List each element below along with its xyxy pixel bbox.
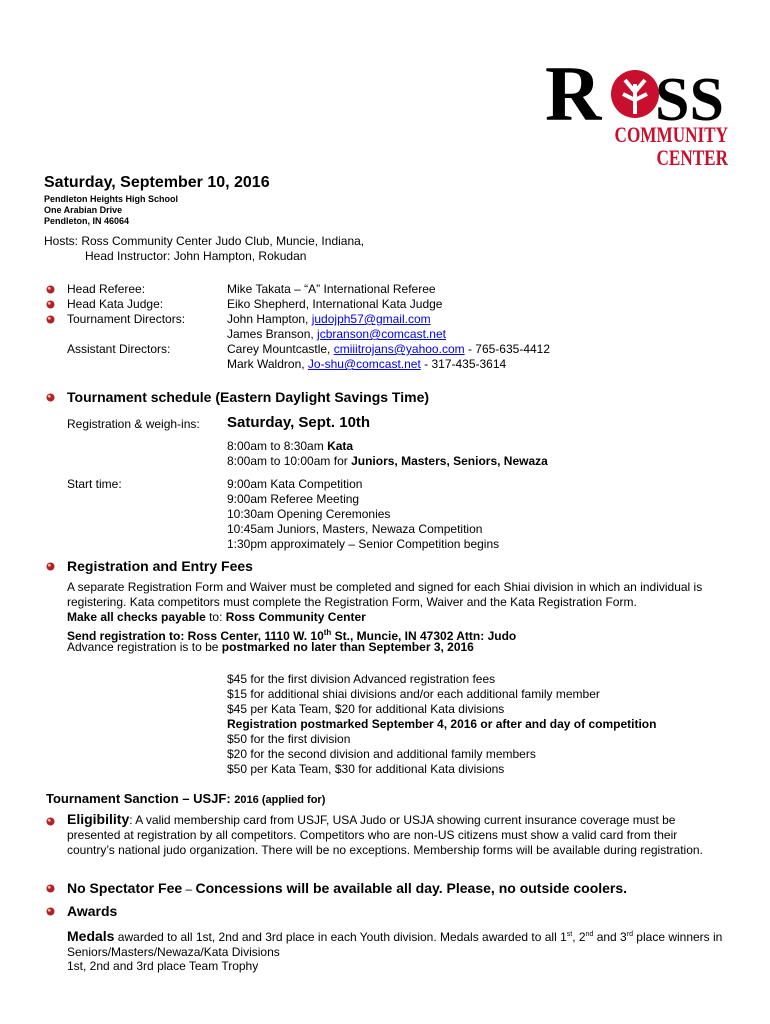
team-trophy-line: 1st, 2nd and 3rd place Team Trophy xyxy=(67,959,259,973)
kata-judge-label: Head Kata Judge: xyxy=(67,297,164,311)
registration-paragraph: A separate Registration Form and Waiver must be completed and signed for each Shiai division in which an individual is registering. Kata competitors must complete the Registration Form, Waiver and the Kata Registration Form. xyxy=(67,580,703,609)
bullet-icon xyxy=(46,884,55,893)
head-referee-value: Mike Takata – “A” International Referee xyxy=(227,282,436,296)
bullet-icon xyxy=(46,907,55,916)
registration-date: Saturday, Sept. 10th xyxy=(227,414,371,431)
registration-heading: Registration and Entry Fees xyxy=(67,558,253,574)
venue-city: Pendleton, IN 46064 xyxy=(44,216,130,226)
bullet-icon xyxy=(46,817,55,826)
fee-item: $45 per Kata Team, $20 for additional Kata divisions xyxy=(227,702,505,716)
venue-name: Pendleton Heights High School xyxy=(44,194,179,204)
logo-letters-ss: SS xyxy=(655,66,724,134)
eligibility-label: Eligibility xyxy=(67,811,130,827)
assistant-1-name: Carey Mountcastle, xyxy=(227,342,334,356)
medals-c1: , 2 xyxy=(572,930,586,944)
hosts-line: Hosts: Ross Community Center Judo Club, Muncie, Indiana, xyxy=(44,234,365,248)
late-fee-item: $20 for the second division and additional family members xyxy=(227,747,536,761)
head-instructor-line: Head Instructor: John Hampton, Rokudan xyxy=(85,249,307,263)
assistant-2-email-link[interactable]: Jo-shu@comcast.net xyxy=(307,357,421,371)
bullet-icon xyxy=(46,562,55,571)
awards-heading: Awards xyxy=(67,903,118,919)
page-title: Saturday, September 10, 2016 xyxy=(44,174,270,191)
assistant-1-phone: - 765-635-4412 xyxy=(464,342,551,356)
late-fee-item: $50 for the first division xyxy=(227,732,351,746)
reg-juniors-time: 8:00am to 10:00am for xyxy=(227,454,352,468)
checks-prefix: Make all checks payable xyxy=(67,610,206,624)
send-address-a: Send registration to: Ross Center, 1110 W. 10 xyxy=(67,629,324,643)
start-time-label: Start time: xyxy=(67,477,122,491)
fee-item: $15 for additional shiai divisions and/or each additional family member xyxy=(227,687,600,701)
venue-street: One Arabian Drive xyxy=(44,205,123,215)
send-sup: th xyxy=(323,628,332,637)
head-referee-label: Head Referee: xyxy=(67,282,146,296)
schedule-heading: Tournament schedule (Eastern Daylight Savings Time) xyxy=(67,389,430,405)
bullet-icon xyxy=(46,300,55,309)
medals-paragraph xyxy=(67,927,727,960)
assistant-2-phone: - 317-435-3614 xyxy=(420,357,507,371)
medals-label: Medals xyxy=(67,928,115,944)
bullet-icon xyxy=(46,315,55,324)
reg-juniors-what: Juniors, Masters, Seniors, Newaza xyxy=(351,454,548,468)
director-2-email-link[interactable]: jcbranson@comcast.net xyxy=(317,327,446,341)
director-2-name: James Branson, xyxy=(227,327,318,341)
sup-rd: rd xyxy=(626,931,633,938)
reg-kata-what: Kata xyxy=(327,439,354,453)
assistant-2 xyxy=(227,357,506,372)
director-1-email-link[interactable]: judojph57@gmail.com xyxy=(311,312,431,326)
advance-deadline: postmarked no later than September 3, 2016 xyxy=(221,640,474,654)
sanction-title: Tournament Sanction – USJF: xyxy=(46,791,231,806)
medals-text-b: place winners in Seniors/Masters/Newaza/Kata Divisions xyxy=(67,930,723,959)
logo-center: CENTER xyxy=(656,145,728,170)
medals-c2: and 3 xyxy=(593,930,627,944)
sup-nd: nd xyxy=(585,931,594,938)
assistants-label: Assistant Directors: xyxy=(67,342,171,356)
assistant-1-email-link[interactable]: cmiiitrojans@yahoo.com xyxy=(333,342,465,356)
sanction-heading xyxy=(46,790,325,809)
checks-line xyxy=(67,610,366,625)
reg-kata-time: 8:00am to 8:30am xyxy=(227,439,328,453)
advance-line xyxy=(67,640,474,655)
reg-juniors-line xyxy=(227,454,548,469)
late-fee-item: $50 per Kata Team, $30 for additional Kata divisions xyxy=(227,762,505,776)
director-1 xyxy=(227,312,431,327)
assistant-2-name: Mark Waldron, xyxy=(227,357,308,371)
reg-kata-line xyxy=(227,439,353,454)
eligibility-paragraph xyxy=(67,812,727,858)
directors-label: Tournament Directors: xyxy=(67,312,186,326)
start-item: 10:45am Juniors, Masters, Newaza Competition xyxy=(227,522,483,536)
logo-community: COMMUNITY xyxy=(614,122,728,147)
checks-to: to: xyxy=(205,610,226,624)
advance-prefix: Advance registration is to be xyxy=(67,640,222,654)
bullet-icon xyxy=(46,285,55,294)
start-item: 1:30pm approximately – Senior Competition begins xyxy=(227,537,500,551)
medals-text-a: awarded to all 1st, 2nd and 3rd place in each Youth division. Medals awarded to all 1 xyxy=(114,930,567,944)
spectator-label: No Spectator Fee xyxy=(67,880,183,896)
eligibility-text: : A valid membership card from USJF, USA Judo or USJA showing current insurance coverage must be presented at registration by all competitors. Competitors who are non-US citizens must show a valid card from their country’s national judo organization. There will be no exceptions. Membership forms will be available during registration. xyxy=(67,813,703,857)
start-item: 10:30am Opening Ceremonies xyxy=(227,507,391,521)
start-item: 9:00am Kata Competition xyxy=(227,477,363,491)
send-address-b: St., Muncie, IN 47302 Attn: Judo xyxy=(331,629,517,643)
start-item: 9:00am Referee Meeting xyxy=(227,492,360,506)
director-2 xyxy=(227,327,446,342)
assistant-1 xyxy=(227,342,550,357)
spectator-text: Concessions will be available all day. Please, no outside coolers. xyxy=(195,880,628,896)
sanction-status: 2016 (applied for) xyxy=(234,794,326,806)
kata-judge-value: Eiko Shepherd, International Kata Judge xyxy=(227,297,443,311)
bullet-icon xyxy=(46,393,55,402)
spectator-line xyxy=(67,880,627,898)
fee-item: $45 for the first division Advanced registration fees xyxy=(227,672,496,686)
logo-letter-r: R xyxy=(545,50,602,137)
spectator-dash: – xyxy=(182,882,196,896)
director-1-name: John Hampton, xyxy=(227,312,312,326)
registration-label: Registration & weigh-ins: xyxy=(67,417,200,431)
ross-logo xyxy=(543,44,728,174)
late-fee-heading: Registration postmarked September 4, 2016 or after and day of competition xyxy=(227,717,657,731)
checks-payee: Ross Community Center xyxy=(225,610,366,624)
sup-st: st xyxy=(566,931,573,938)
